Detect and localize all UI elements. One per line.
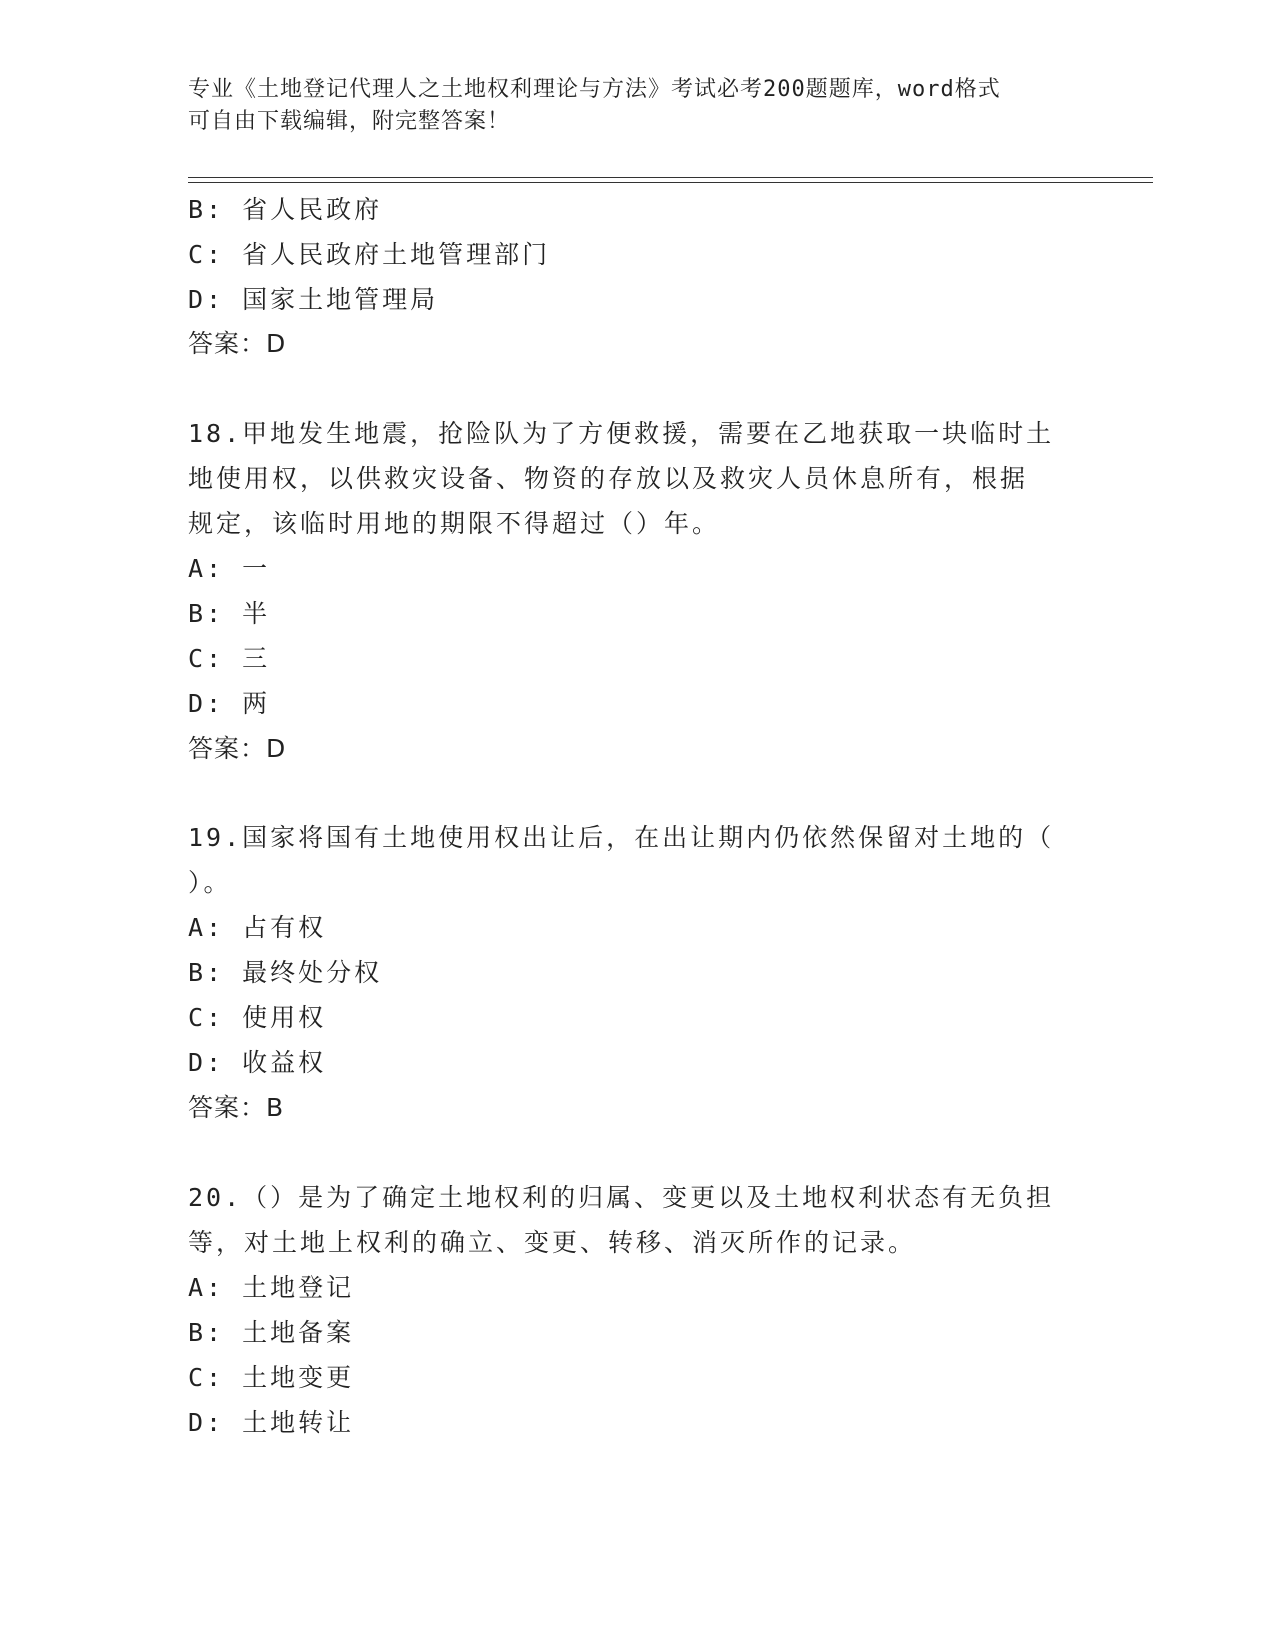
- q20-option-c: C: 土地变更: [188, 1363, 355, 1392]
- q19-stem-line-2: ）。: [188, 868, 232, 897]
- q18-option-b: B: 半: [188, 599, 271, 628]
- q20-stem-line-2: 等，对土地上权利的确立、变更、转移、消灭所作的记录。: [188, 1228, 917, 1257]
- q19-option-a: A: 占有权: [188, 913, 327, 942]
- q18-option-d: D: 两: [188, 689, 271, 718]
- q19-option-d: D: 收益权: [188, 1048, 327, 1077]
- header-divider-bottom: [188, 182, 1153, 183]
- header-line-1: 专业《土地登记代理人之土地权利理论与方法》考试必考200题题库，word格式: [188, 77, 1001, 102]
- q20-option-a: A: 土地登记: [188, 1273, 355, 1302]
- q18-stem-line-2: 地使用权，以供救灾设备、物资的存放以及救灾人员休息所有，根据: [188, 464, 1029, 493]
- header-divider-top: [188, 177, 1153, 178]
- q18-stem-line-3: 规定，该临时用地的期限不得超过（）年。: [188, 509, 721, 538]
- q18-option-a: A: 一: [188, 554, 271, 583]
- q18-answer: 答案：D: [188, 734, 287, 763]
- q20-option-d: D: 土地转让: [188, 1408, 355, 1437]
- q20-option-b: B: 土地备案: [188, 1318, 355, 1347]
- header-line-2: 可自由下载编辑，附完整答案！: [188, 109, 511, 134]
- prev-answer: 答案：D: [188, 329, 287, 358]
- document-header: [188, 74, 1068, 138]
- q19-stem-line-1: 19.国家将国有土地使用权出让后，在出让期内仍依然保留对土地的（: [188, 823, 1055, 852]
- q20-stem-line-1: 20.（）是为了确定土地权利的归属、变更以及土地权利状态有无负担: [188, 1183, 1055, 1212]
- q19-option-b: B: 最终处分权: [188, 958, 383, 987]
- q18-option-c: C: 三: [188, 644, 271, 673]
- prev-option-d: D: 国家土地管理局: [188, 285, 439, 314]
- q19-option-c: C: 使用权: [188, 1003, 327, 1032]
- prev-option-c: C: 省人民政府土地管理部门: [188, 240, 551, 269]
- q19-answer: 答案：B: [188, 1093, 285, 1122]
- q18-stem-line-1: 18.甲地发生地震，抢险队为了方便救援，需要在乙地获取一块临时土: [188, 419, 1055, 448]
- prev-option-b: B: 省人民政府: [188, 195, 383, 224]
